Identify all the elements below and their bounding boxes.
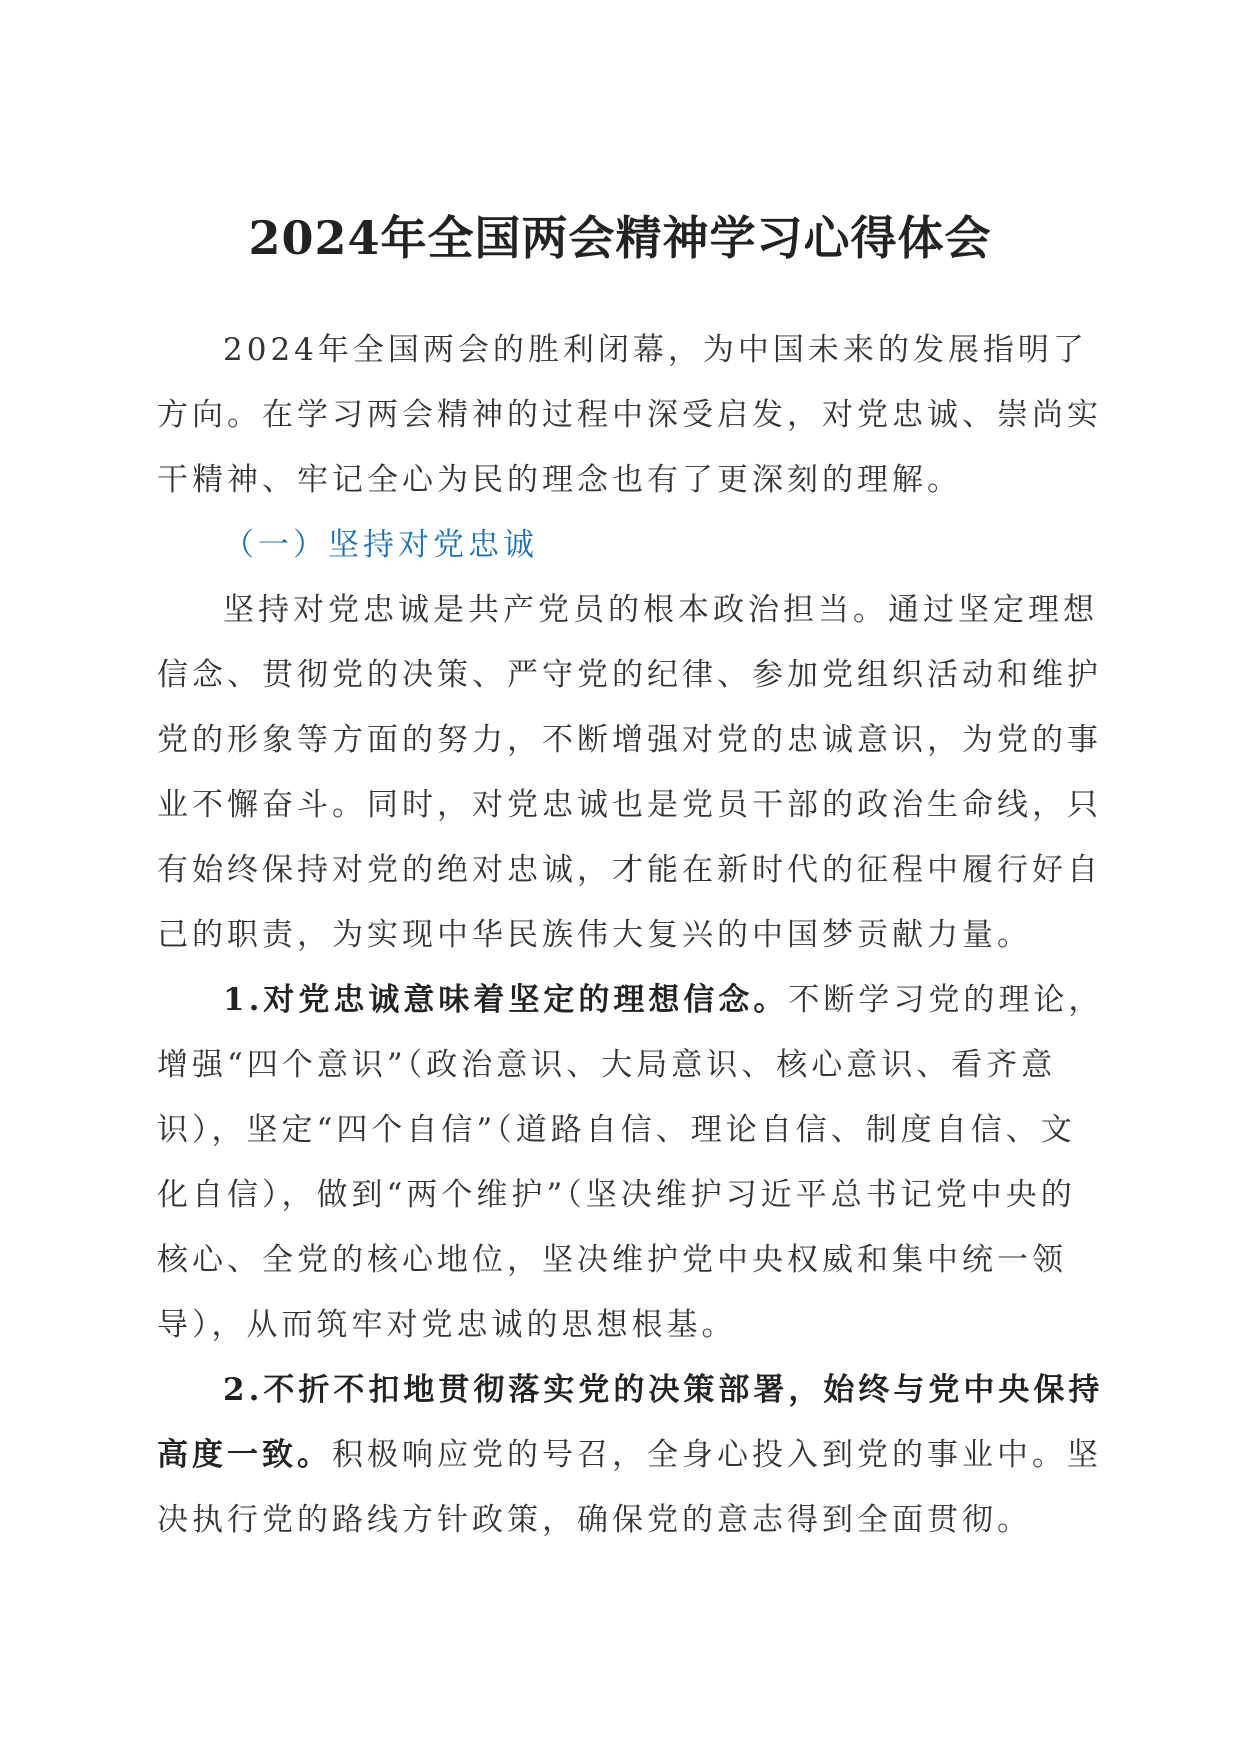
point-1-paragraph	[157, 968, 1107, 1358]
intro-paragraph: 2024年全国两会的胜利闭幕，为中国未来的发展指明了方向。在学习两会精神的过程中深受启发，对党忠诚、崇尚实干精神、牢记全心为民的理念也有了更深刻的理解。	[157, 332, 1102, 498]
point-2-lead: 2.不折不扣地贯彻落实党的决策部署，始终与党中央保持高度一致。	[157, 1372, 1104, 1473]
document-title: 2024年全国两会精神学习心得体会	[248, 211, 992, 265]
point-2-paragraph	[157, 1358, 1107, 1553]
section-heading: （一）坚持对党忠诚	[223, 527, 538, 563]
point-2-text: 积极响应党的号召，全身心投入到党的事业中。坚决执行党的路线方针政策，确保党的意志得到全面贯彻。	[157, 1437, 1102, 1538]
point-1-lead: 1.对党忠诚意味着坚定的理想信念。	[223, 982, 789, 1018]
point-1-text: 不断学习党的理论，增强“四个意识”（政治意识、大局意识、核心意识、看齐意识），坚定“四个自信”（道路自信、理论自信、制度自信、文化自信），做到“两个维护”（坚决维护习近平总书记党中央的核心、全党的核心地位，坚决维护党中央权威和集中统一领导），从而筑牢对党忠诚的思想根基。	[157, 982, 1104, 1343]
section-paragraph: 坚持对党忠诚是共产党员的根本政治担当。通过坚定理想信念、贯彻党的决策、严守党的纪律、参加党组织活动和维护党的形象等方面的努力，不断增强对党的忠诚意识，为党的事业不懈奋斗。同时，对党忠诚也是党员干部的政治生命线，只有始终保持对党的绝对忠诚，才能在新时代的征程中履行好自己的职责，为实现中华民族伟大复兴的中国梦贡献力量。	[157, 592, 1102, 953]
document-body	[157, 318, 1107, 1553]
